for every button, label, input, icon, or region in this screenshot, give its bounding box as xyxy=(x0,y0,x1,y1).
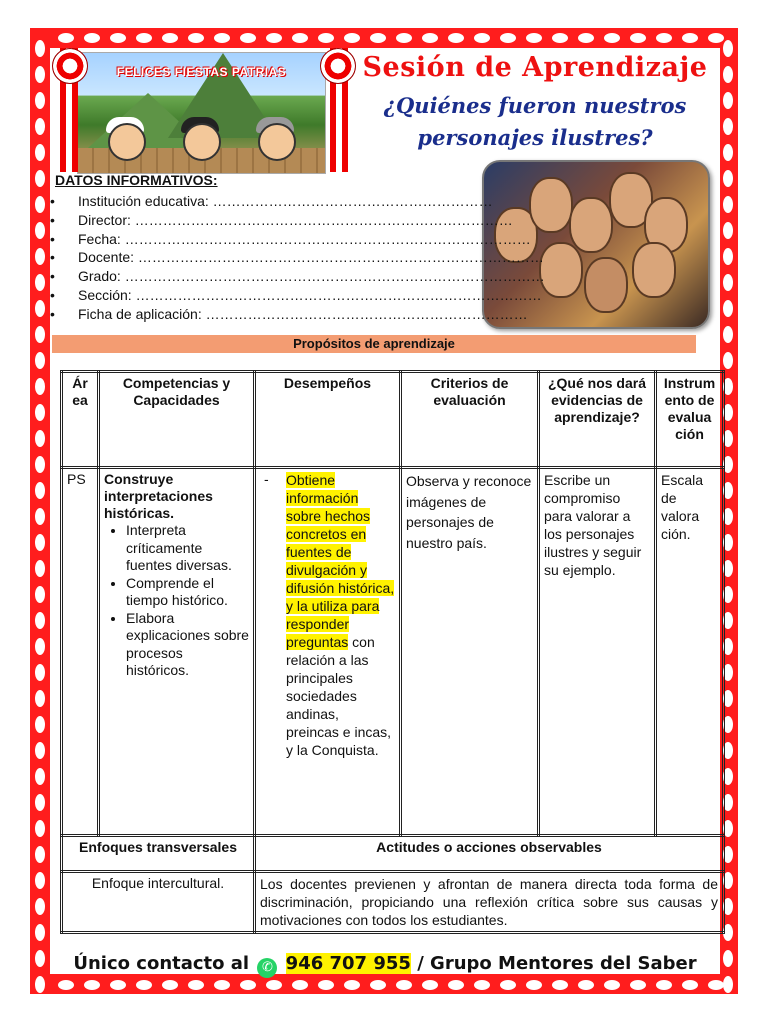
fiestas-patrias-banner xyxy=(77,52,326,174)
border-dot xyxy=(214,33,230,43)
header-criterios: Criterios de evaluación xyxy=(401,372,539,468)
capacidad-item: • Interpreta críticamente fuentes diversas. xyxy=(126,522,249,575)
border-dot xyxy=(35,898,45,915)
border-dot xyxy=(448,33,464,43)
border-dot xyxy=(35,924,45,941)
border-dot xyxy=(188,33,204,43)
enfoques-header-row xyxy=(62,836,724,872)
border-dot xyxy=(396,980,412,990)
desempeno-text xyxy=(286,471,395,759)
border-dot xyxy=(35,742,45,759)
border-dot xyxy=(708,33,724,43)
border-dot xyxy=(35,170,45,187)
border-dot xyxy=(35,534,45,551)
border-dot xyxy=(162,980,178,990)
border-dot xyxy=(35,794,45,811)
border-dot xyxy=(35,248,45,265)
border-dot xyxy=(500,980,516,990)
border-dot xyxy=(292,980,308,990)
border-dot xyxy=(723,92,733,109)
border-dot xyxy=(35,508,45,525)
border-dot xyxy=(292,33,308,43)
desempeno-dash: - xyxy=(264,471,269,487)
propositos-table xyxy=(60,370,725,934)
border-dot xyxy=(526,33,542,43)
border-dot xyxy=(723,352,733,369)
cell-evidencias: Escribe un compromiso para valorar a los personajes ilustres y seguir su ejemplo. xyxy=(539,468,656,836)
border-dot xyxy=(266,33,282,43)
border-dot xyxy=(578,33,594,43)
session-subtitle: ¿Quiénes fueron nuestros personajes ilustres? xyxy=(383,93,687,150)
border-dot xyxy=(188,980,204,990)
border-dot xyxy=(723,248,733,265)
border-dot xyxy=(58,33,74,43)
border-dot xyxy=(35,222,45,239)
border-dot xyxy=(500,33,516,43)
border-dot xyxy=(474,980,490,990)
border-dot xyxy=(35,846,45,863)
border-dot xyxy=(656,33,672,43)
cell-area: PS xyxy=(62,468,99,836)
border-dot xyxy=(552,33,568,43)
datos-list xyxy=(50,192,545,324)
border-dot xyxy=(723,144,733,161)
border-dot xyxy=(35,950,45,967)
border-dot xyxy=(578,980,594,990)
footer-phone: 946 707 955 xyxy=(285,953,411,974)
cell-actitud: Los docentes previenen y afrontan de manera directa toda forma de discriminación, propiciando una reflexión crítica sobre sus causas y motivaciones con todos los estudiantes. xyxy=(255,872,724,933)
border-dot xyxy=(318,980,334,990)
border-dot xyxy=(35,352,45,369)
border-dot xyxy=(723,326,733,343)
border-dot xyxy=(344,33,360,43)
cell-enfoque: Enfoque intercultural. xyxy=(62,872,255,933)
datos-item-ficha: • Ficha de aplicación: …………………………………………………………… xyxy=(50,305,545,324)
border-dot xyxy=(344,980,360,990)
border-dot xyxy=(682,33,698,43)
border-dot xyxy=(723,170,733,187)
session-title: Sesión de Aprendizaje xyxy=(362,52,708,83)
border-dot xyxy=(35,560,45,577)
header-enfoques: Enfoques transversales xyxy=(62,836,255,872)
banner-title: FELICES FIESTAS PATRIAS xyxy=(116,65,287,79)
border-dot xyxy=(35,118,45,135)
border-dot xyxy=(630,980,646,990)
border-dot xyxy=(448,980,464,990)
header-evidencias: ¿Qué nos dará evidencias de aprendizaje? xyxy=(539,372,656,468)
border-dot xyxy=(35,976,45,993)
cell-criterios: Observa y reconoce imágenes de personajes de nuestro país. xyxy=(401,468,539,836)
border-dot xyxy=(35,404,45,421)
border-dot xyxy=(723,196,733,213)
border-dot xyxy=(35,820,45,837)
border-dot xyxy=(723,66,733,83)
border-dot xyxy=(136,33,152,43)
border-dot xyxy=(35,664,45,681)
border-dot xyxy=(35,586,45,603)
border-dot xyxy=(422,980,438,990)
border-dot xyxy=(240,33,256,43)
desempeno-rest: con relación a las principales sociedades andinas, preincas e incas, y la Conquista. xyxy=(286,634,392,758)
cell-competencias xyxy=(99,468,255,836)
border-dot xyxy=(35,768,45,785)
border-dot xyxy=(474,33,490,43)
border-dot xyxy=(35,196,45,213)
capacidades-list xyxy=(104,522,249,680)
footer-prefix: Único contacto al xyxy=(73,953,250,974)
border-dot xyxy=(35,482,45,499)
header-desempenos: Desempeños xyxy=(255,372,401,468)
datos-item-docente: • Docente: …………………………………………………………………………… xyxy=(50,248,545,267)
border-dot xyxy=(708,980,724,990)
border-dot xyxy=(396,33,412,43)
border-dot xyxy=(656,980,672,990)
border-dot xyxy=(723,950,733,967)
border-dot xyxy=(162,33,178,43)
border-dot xyxy=(35,92,45,109)
border-dot xyxy=(604,980,620,990)
border-dot xyxy=(35,612,45,629)
header-instrumento: Instrum ento de evalua ción xyxy=(656,372,724,468)
border-dot xyxy=(58,980,74,990)
propositos-heading: Propósitos de aprendizaje xyxy=(52,335,696,353)
rosette-icon xyxy=(52,48,88,84)
border-dot xyxy=(370,33,386,43)
contact-footer xyxy=(50,953,720,978)
desempeno-highlight: Obtiene información sobre hechos concretos en fuentes de divulgación y difusión histórica, y la utiliza para responder preguntas xyxy=(286,472,395,650)
border-dot xyxy=(35,378,45,395)
datos-item-seccion: • Sección: …………………………………………………………………………… xyxy=(50,286,545,305)
header-actitudes: Actitudes o acciones observables xyxy=(255,836,724,872)
datos-item-grado: • Grado: ……………………………………………………………………………… xyxy=(50,267,545,286)
border-dot xyxy=(35,638,45,655)
datos-heading: DATOS INFORMATIVOS: xyxy=(55,172,218,188)
table-row xyxy=(62,468,724,836)
border-dot xyxy=(240,980,256,990)
border-dot xyxy=(35,274,45,291)
competencia-title: Construye interpretaciones históricas. xyxy=(104,471,213,521)
border-dot xyxy=(552,980,568,990)
border-dot xyxy=(84,33,100,43)
enfoques-row xyxy=(62,872,724,933)
footer-suffix: / Grupo Mentores del Saber xyxy=(417,953,697,974)
border-dot xyxy=(35,872,45,889)
datos-item-institucion: • Institución educativa: …………………………………………………… xyxy=(50,192,545,211)
cell-instrumento: Escala de valora ción. xyxy=(656,468,724,836)
border-dot xyxy=(35,40,45,57)
border-dot xyxy=(723,274,733,291)
border-dot xyxy=(526,980,542,990)
border-dot xyxy=(422,33,438,43)
border-dot xyxy=(370,980,386,990)
border-dot xyxy=(84,980,100,990)
border-dot xyxy=(35,716,45,733)
border-dot xyxy=(110,33,126,43)
border-dot xyxy=(604,33,620,43)
border-dot xyxy=(35,144,45,161)
datos-item-fecha: • Fecha: …………………………………………………………………………… xyxy=(50,230,545,249)
border-dot xyxy=(35,300,45,317)
border-dot xyxy=(318,33,334,43)
border-dot xyxy=(723,976,733,993)
border-dot xyxy=(682,980,698,990)
whatsapp-icon: ✆ xyxy=(257,958,277,978)
capacidad-item: • Elabora explicaciones sobre procesos históricos. xyxy=(126,610,249,680)
border-dot xyxy=(214,980,230,990)
border-dot xyxy=(723,300,733,317)
header-area: Ár ea xyxy=(62,372,99,468)
border-dot xyxy=(35,66,45,83)
header-competencias: Competencias y Capacidades xyxy=(99,372,255,468)
border-dot xyxy=(723,40,733,57)
border-dot xyxy=(35,430,45,447)
border-dot xyxy=(266,980,282,990)
capacidad-item: • Comprende el tiempo histórico. xyxy=(126,575,249,610)
border-dot xyxy=(110,980,126,990)
border-dot xyxy=(35,456,45,473)
datos-item-director: • Director: ……………………………………………………………………… xyxy=(50,211,545,230)
border-dot xyxy=(35,326,45,343)
cell-desempenos xyxy=(255,468,401,836)
border-dot xyxy=(630,33,646,43)
border-dot xyxy=(136,980,152,990)
border-dot xyxy=(35,690,45,707)
border-dot xyxy=(723,222,733,239)
border-dot xyxy=(723,118,733,135)
table-header-row xyxy=(62,372,724,468)
